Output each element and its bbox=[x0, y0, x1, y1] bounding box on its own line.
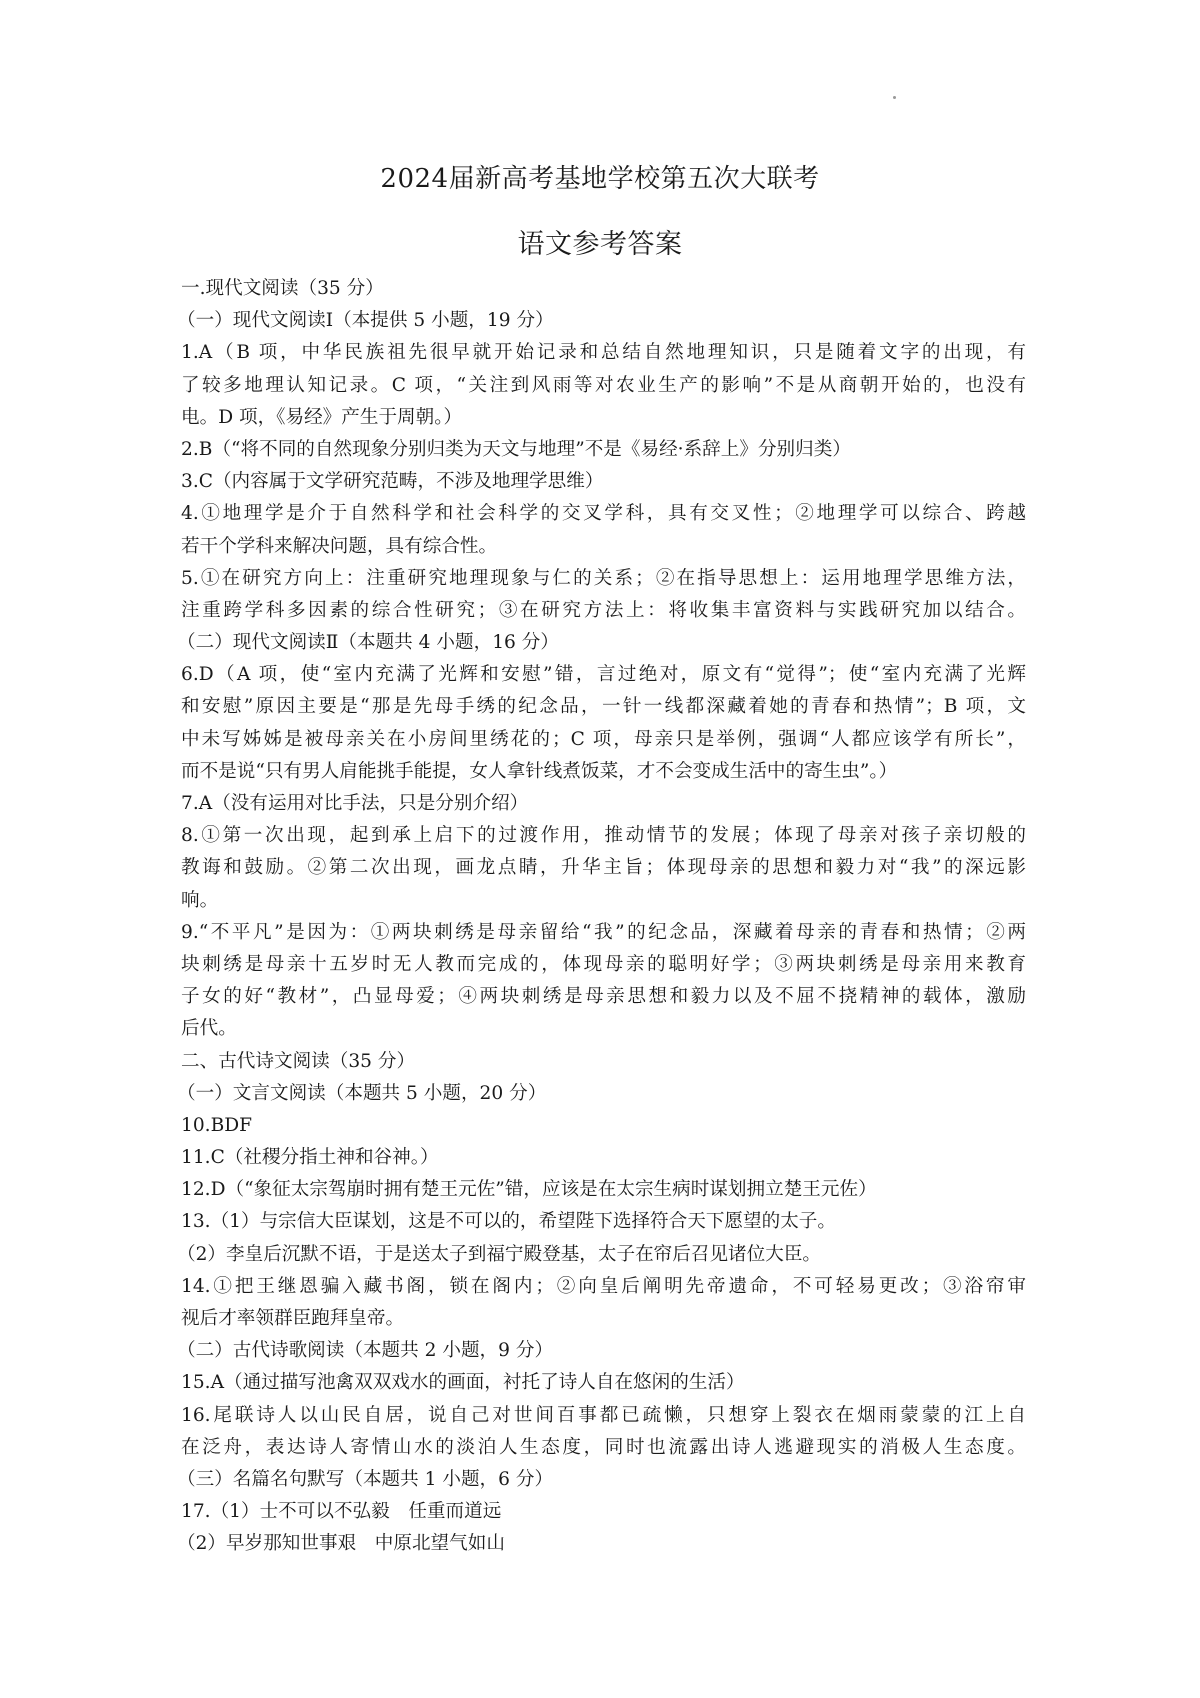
exam-title: 2024届新高考基地学校第五次大联考 bbox=[380, 164, 820, 194]
answer-line: 教诲和鼓励。②第二次出现，画龙点睛，升华主旨；体现母亲的思想和毅力对“我”的深远影 bbox=[181, 857, 1026, 879]
answer-line: 11.C（社稷分指土神和谷神。） bbox=[181, 1147, 439, 1169]
answer-line: 和安慰”原因主要是“那是先母手绣的纪念品，一针一线都深藏着她的青春和热情”；B 项，文 bbox=[181, 696, 1026, 718]
section-heading: 二、古代诗文阅读（35 分） bbox=[181, 1050, 416, 1072]
answer-line: 10.BDF bbox=[181, 1114, 253, 1136]
answer-line: 若干个学科来解决问题，具有综合性。 bbox=[181, 535, 498, 557]
answer-line: 在泛舟，表达诗人寄情山水的淡泊人生态度，同时也流露出诗人逃避现实的消极人生态度。 bbox=[181, 1436, 1026, 1458]
subsection-line: （二）现代文阅读Ⅱ（本题共 4 小题，16 分） bbox=[177, 632, 559, 654]
answer-line: 4.①地理学是介于自然科学和社会科学的交叉学科，具有交叉性；②地理学可以综合、跨越 bbox=[181, 503, 1026, 525]
answer-line: 5.①在研究方向上：注重研究地理现象与仁的关系；②在指导思想上：运用地理学思维方法， bbox=[181, 567, 1026, 589]
answer-line: 14.①把王继恩骗入藏书阁，锁在阁内；②向皇后阐明先帝遗命，不可轻易更改；③浴帘审 bbox=[181, 1275, 1026, 1297]
answer-line: 注重跨学科多因素的综合性研究；③在研究方法上：将收集丰富资料与实践研究加以结合。 bbox=[181, 599, 1026, 621]
answer-line: 了较多地理认知记录。C 项，“关注到风雨等对农业生产的影响”不是从商朝开始的，也没有 bbox=[181, 374, 1026, 396]
answer-line: 9.“不平凡”是因为：①两块刺绣是母亲留给“我”的纪念品，深藏着母亲的青春和热情；②两 bbox=[181, 921, 1026, 943]
answer-line: 7.A（没有运用对比手法，只是分别介绍） bbox=[181, 793, 529, 814]
subsection-line: （一）文言文阅读（本题共 5 小题，20 分） bbox=[177, 1082, 547, 1104]
section-heading: 一.现代文阅读（35 分） bbox=[181, 278, 384, 299]
answer-line: 16.尾联诗人以山民自居，说自己对世间百事都已疏懒，只想穿上裂衣在烟雨蒙蒙的江上自 bbox=[181, 1404, 1026, 1426]
subsection-line: （二）古代诗歌阅读（本题共 2 小题，9 分） bbox=[177, 1340, 554, 1362]
document-subtitle: 语文参考答案 bbox=[517, 229, 683, 260]
scan-speck bbox=[893, 96, 896, 99]
answer-line: 中未写姊姊是被母亲关在小房间里绣花的；C 项，母亲只是举例，强调“人都应该学有所长”， bbox=[181, 728, 1026, 750]
answer-line: 响。 bbox=[181, 889, 219, 911]
subsection-line: （三）名篇名句默写（本题共 1 小题，6 分） bbox=[177, 1468, 554, 1490]
answer-line: 15.A（通过描写池禽双双戏水的画面，衬托了诗人自在悠闲的生活） bbox=[181, 1372, 745, 1394]
answer-line: 6.D（A 项，使“室内充满了光辉和安慰”错，言过绝对，原文有“觉得”；使“室内充满了光辉 bbox=[181, 664, 1026, 686]
answer-line: 视后才率领群臣跑拜皇帝。 bbox=[181, 1308, 405, 1329]
answer-line: 13.（1）与宗信大臣谋划，这是不可以的，希望陛下选择符合天下愿望的太子。 bbox=[181, 1211, 836, 1233]
answer-body bbox=[177, 273, 1026, 1561]
answer-line: 后代。 bbox=[181, 1018, 237, 1040]
answer-line: 12.D（“象征太宗驾崩时拥有楚王元佐”错，应该是在太宗生病时谋划拥立楚王元佐） bbox=[181, 1179, 877, 1201]
answer-line: 17.（1）士不可以不弘毅 任重而道远 bbox=[181, 1501, 502, 1523]
answer-line: 3.C（内容属于文学研究范畴，不涉及地理学思维） bbox=[181, 471, 604, 493]
answer-line: 8.①第一次出现，起到承上启下的过渡作用，推动情节的发展；体现了母亲对孩子亲切般的 bbox=[181, 825, 1026, 847]
answer-line: 2.B（“将不同的自然现象分别归类为天文与地理”不是《易经·系辞上》分别归类） bbox=[181, 438, 851, 460]
answer-line: 而不是说“只有男人肩能挑手能提，女人拿针线煮饭菜，才不会变成生活中的寄生虫”。） bbox=[181, 760, 898, 782]
answer-line: 子女的好“教材”，凸显母爱；④两块刺绣是母亲思想和毅力以及不屈不挠精神的载体，激励 bbox=[181, 986, 1026, 1008]
subsection-line: （一）现代文阅读Ⅰ（本提供 5 小题，19 分） bbox=[177, 310, 554, 332]
answer-line: 块刺绣是母亲十五岁时无人教而完成的，体现母亲的聪明好学；③两块刺绣是母亲用来教育 bbox=[181, 953, 1026, 975]
subsection-line: （2）早岁那知世事艰 中原北望气如山 bbox=[177, 1533, 505, 1555]
subsection-line: （2）李皇后沉默不语，于是送太子到福宁殿登基，太子在帘后召见诸位大臣。 bbox=[177, 1243, 822, 1265]
answer-line: 1.A（B 项，中华民族祖先很早就开始记录和总结自然地理知识，只是随着文字的出现，有 bbox=[181, 342, 1026, 364]
answer-line: 电。D 项，《易经》产生于周朝。） bbox=[181, 406, 463, 428]
